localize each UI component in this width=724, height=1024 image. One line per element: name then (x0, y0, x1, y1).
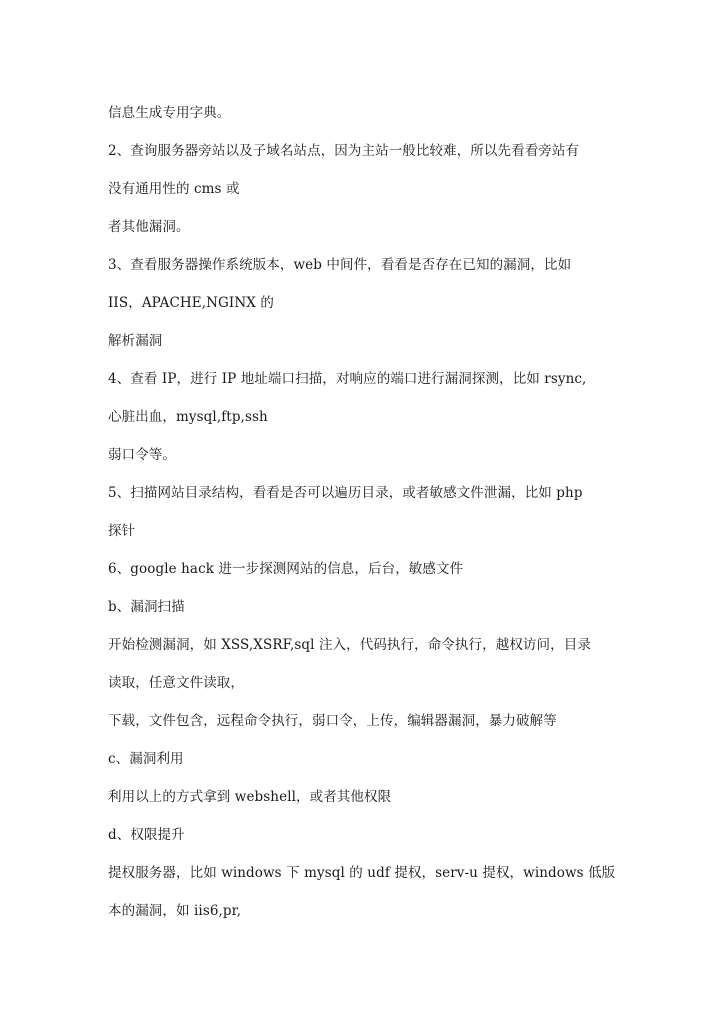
text-line: 者其他漏洞。 (108, 219, 190, 235)
text-line: 3、查看服务器操作系统版本，web 中间件，看看是否存在已知的漏洞，比如 (108, 257, 572, 273)
text-line: 2、查询服务器旁站以及子域名站点，因为主站一般比较难，所以先看看旁站有 (108, 143, 580, 159)
text-line: 6、google hack 进一步探测网站的信息，后台，敏感文件 (108, 561, 464, 577)
text-line: 没有通用性的 cms 或 (108, 181, 240, 197)
text-line: 心脏出血，mysql,ftp,ssh (108, 409, 268, 425)
text-line: 弱口令等。 (108, 447, 176, 463)
text-line: 下载，文件包含，远程命令执行，弱口令，上传，编辑器漏洞，暴力破解等 (108, 713, 557, 729)
text-line: 利用以上的方式拿到 webshell，或者其他权限 (108, 789, 392, 805)
text-line: 4、查看 IP，进行 IP 地址端口扫描，对响应的端口进行漏洞探测，比如 rsync, (108, 371, 587, 387)
text-line: 探针 (108, 523, 136, 539)
text-line: IIS，APACHE,NGINX 的 (108, 295, 274, 311)
text-line: 解析漏洞 (108, 333, 163, 349)
section-heading: d、权限提升 (108, 827, 185, 843)
section-heading: b、漏洞扫描 (108, 599, 185, 615)
text-line: 信息生成专用字典。 (108, 105, 231, 121)
section-heading: c、漏洞利用 (108, 751, 184, 767)
text-line: 本的漏洞，如 iis6,pr, (108, 903, 242, 919)
text-line: 提权服务器，比如 windows 下 mysql 的 udf 提权，serv-u 提权，windows 低版 (108, 865, 616, 881)
document-body (108, 100, 618, 936)
text-line: 开始检测漏洞，如 XSS,XSRF,sql 注入，代码执行，命令执行，越权访问，目录 (108, 637, 591, 653)
text-line: 5、扫描网站目录结构，看看是否可以遍历目录，或者敏感文件泄漏，比如 php (108, 485, 583, 501)
text-line: 读取，任意文件读取， (108, 675, 244, 691)
